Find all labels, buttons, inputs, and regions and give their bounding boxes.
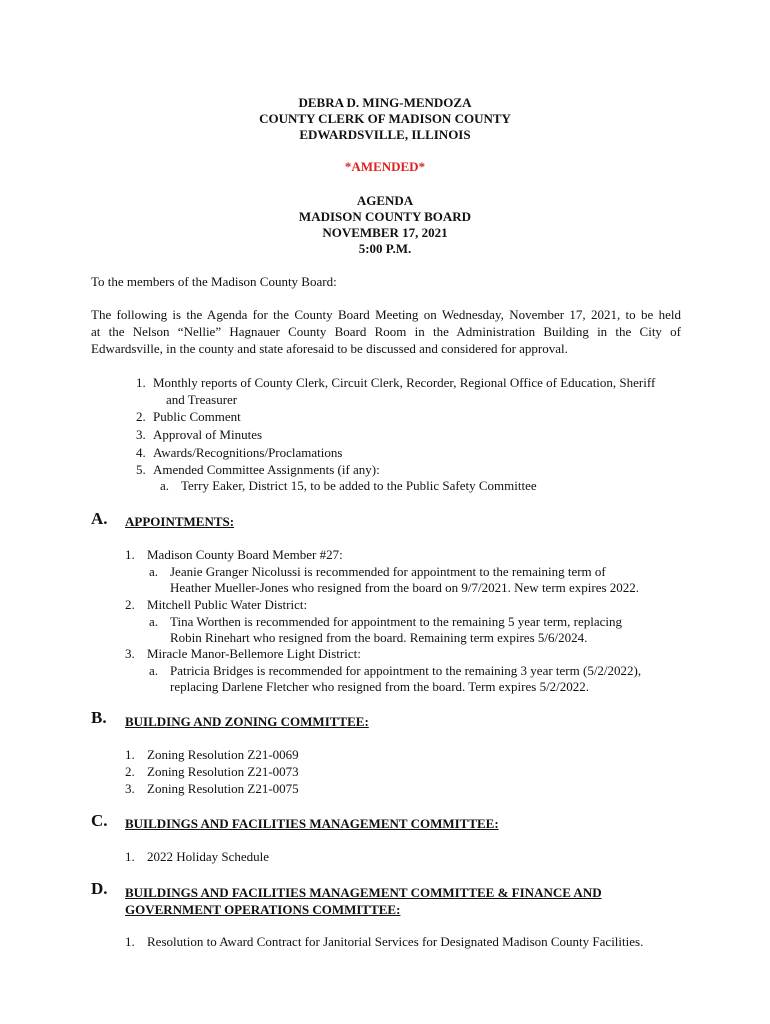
- list-item: Monthly reports of County Clerk, Circuit Clerk, Recorder, Regional Office of Education, Sheriff: [153, 375, 656, 390]
- list-item: Amended Committee Assignments (if any):: [153, 462, 380, 477]
- intro-line-3: Edwardsville, in the county and state aforesaid to be discussed and considered for approval.: [91, 341, 568, 356]
- clerk-name: DEBRA D. MING-MENDOZA: [298, 95, 472, 110]
- sub-item-letter: a.: [160, 478, 170, 493]
- list-item: Madison County Board Member #27:: [147, 547, 343, 562]
- agenda-title: AGENDA: [356, 193, 414, 208]
- section-b-letter: B.: [91, 708, 107, 727]
- list-item-continuation: and Treasurer: [166, 392, 238, 407]
- list-item: 2022 Holiday Schedule: [147, 849, 270, 864]
- amended-label: [0, 159, 770, 175]
- list-item-number: 3.: [125, 781, 135, 796]
- sub-item-continuation: Heather Mueller-Jones who resigned from the board on 9/7/2021. New term expires 2022.: [170, 580, 640, 595]
- agenda-title-block: [0, 193, 770, 257]
- list-item-number: 3.: [136, 427, 146, 442]
- section-c-letter: C.: [91, 811, 108, 830]
- section-d-letter: D.: [91, 879, 108, 898]
- sub-item: Patricia Bridges is recommended for appointment to the remaining 3 year term (5/2/2022),: [170, 663, 642, 678]
- list-item-number: 5.: [136, 462, 146, 477]
- list-item-number: 1.: [125, 547, 135, 562]
- list-item: Approval of Minutes: [153, 427, 263, 442]
- list-item: Zoning Resolution Z21-0073: [147, 764, 299, 779]
- list-item-number: 2.: [125, 597, 135, 612]
- section-b-title: BUILDING AND ZONING COMMITTEE:: [125, 714, 369, 729]
- sub-item-continuation: replacing Darlene Fletcher who resigned from the board. Term expires 5/2/2022.: [170, 679, 590, 694]
- intro-line-2: at the Nelson “Nellie” Hagnauer County Board Room in the Administration Building in the City of: [91, 324, 681, 339]
- clerk-title: COUNTY CLERK OF MADISON COUNTY: [259, 111, 511, 126]
- list-item: Public Comment: [153, 409, 241, 424]
- sub-item-continuation: Robin Rinehart who resigned from the board. Remaining term expires 5/6/2024.: [170, 630, 588, 645]
- sub-item-letter: a.: [149, 663, 159, 678]
- clerk-location: EDWARDSVILLE, ILLINOIS: [299, 127, 471, 142]
- sub-item-letter: a.: [149, 614, 159, 629]
- list-item-number: 2.: [125, 764, 135, 779]
- section-a-letter: A.: [91, 509, 108, 528]
- salutation: To the members of the Madison County Board:: [91, 274, 337, 289]
- meeting-date: NOVEMBER 17, 2021: [322, 225, 448, 240]
- list-item-number: 4.: [136, 445, 146, 460]
- section-d-title-line-1: BUILDINGS AND FACILITIES MANAGEMENT COMMITTEE & FINANCE AND: [125, 885, 602, 900]
- section-c-title: BUILDINGS AND FACILITIES MANAGEMENT COMMITTEE:: [125, 816, 499, 831]
- board-name: MADISON COUNTY BOARD: [298, 209, 472, 224]
- list-item: Zoning Resolution Z21-0075: [147, 781, 299, 796]
- list-item: Zoning Resolution Z21-0069: [147, 747, 299, 762]
- list-item-number: 1.: [136, 375, 146, 390]
- list-item: Resolution to Award Contract for Janitorial Services for Designated Madison County Facilities.: [147, 934, 644, 949]
- list-item: Miracle Manor-Bellemore Light District:: [147, 646, 361, 661]
- sub-item: Jeanie Granger Nicolussi is recommended for appointment to the remaining term of: [170, 564, 606, 579]
- list-item-number: 2.: [136, 409, 146, 424]
- sub-item: Terry Eaker, District 15, to be added to the Public Safety Committee: [181, 478, 537, 493]
- section-a-title: APPOINTMENTS:: [125, 514, 235, 529]
- list-item-number: 1.: [125, 849, 135, 864]
- list-item: Mitchell Public Water District:: [147, 597, 308, 612]
- list-item-number: 1.: [125, 934, 135, 949]
- meeting-time: 5:00 P.M.: [358, 241, 412, 256]
- intro-paragraph: [91, 306, 681, 357]
- list-item-number: 3.: [125, 646, 135, 661]
- list-item-number: 1.: [125, 747, 135, 762]
- intro-line-1: The following is the Agenda for the County Board Meeting on Wednesday, November 17, 2021, to be held: [91, 307, 681, 322]
- section-d-title: [125, 884, 602, 918]
- clerk-header: [0, 95, 770, 143]
- amended-text: *AMENDED*: [344, 159, 426, 174]
- list-item: Awards/Recognitions/Proclamations: [153, 445, 343, 460]
- sub-item: Tina Worthen is recommended for appointment to the remaining 5 year term, replacing: [170, 614, 623, 629]
- sub-item-letter: a.: [149, 564, 159, 579]
- section-d-title-line-2: GOVERNMENT OPERATIONS COMMITTEE:: [125, 902, 401, 917]
